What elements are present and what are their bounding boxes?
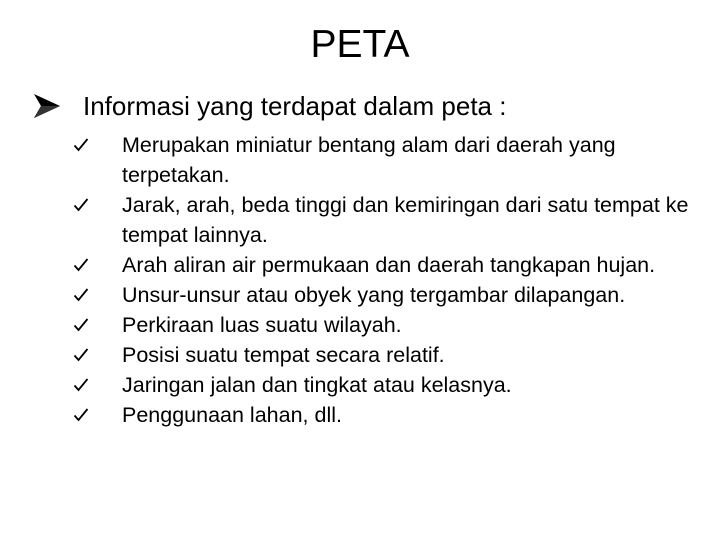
list-item <box>73 250 713 280</box>
checkmark-icon <box>73 137 89 153</box>
list-item-text: Merupakan miniatur bentang alam dari daerah yang terpetakan. <box>122 133 616 187</box>
list-item <box>73 130 713 190</box>
checkmark-icon <box>73 377 89 393</box>
list-item-text: Posisi suatu tempat secara relatif. <box>122 343 445 367</box>
heading-row <box>32 87 712 127</box>
bullet-list <box>73 130 713 430</box>
checkmark-icon <box>73 287 89 303</box>
list-item <box>73 340 713 370</box>
list-item-text: Arah aliran air permukaan dan daerah tangkapan hujan. <box>122 253 656 277</box>
list-item-text: Unsur-unsur atau obyek yang tergambar dilapangan. <box>122 283 626 307</box>
list-item <box>73 400 713 430</box>
checkmark-icon <box>73 257 89 273</box>
arrow-bullet-icon <box>32 93 62 119</box>
list-item <box>73 190 713 250</box>
list-item-text: Penggunaan lahan, dll. <box>122 403 342 427</box>
list-item-text: Jaringan jalan dan tingkat atau kelasnya. <box>122 373 512 397</box>
list-item <box>73 280 713 310</box>
checkmark-icon <box>73 197 89 213</box>
heading-text: Informasi yang terdapat dalam peta : <box>83 91 507 121</box>
list-item <box>73 310 713 340</box>
list-item-text: Jarak, arah, beda tinggi dan kemiringan dari satu tempat ke tempat lainnya. <box>122 193 689 247</box>
checkmark-icon <box>73 407 89 423</box>
checkmark-icon <box>73 317 89 333</box>
checkmark-icon <box>73 347 89 363</box>
list-item <box>73 370 713 400</box>
list-item-text: Perkiraan luas suatu wilayah. <box>122 313 402 337</box>
slide-title: PETA <box>310 23 410 66</box>
